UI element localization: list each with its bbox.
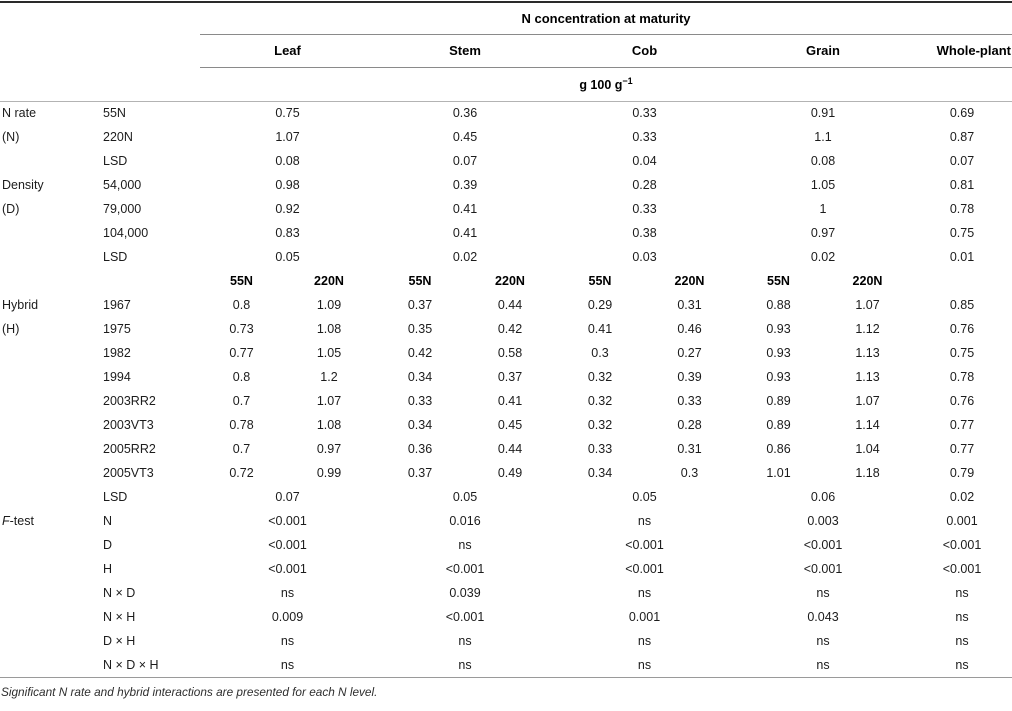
row-label: N × D — [103, 586, 136, 600]
cell-value: ns — [912, 653, 1012, 677]
row-label: LSD — [103, 250, 128, 264]
row-group-label — [0, 413, 103, 437]
row-group-label — [0, 581, 103, 605]
cell-value: 0.08 — [810, 154, 836, 168]
cell-value: ns — [458, 634, 472, 648]
row-group-label — [0, 629, 103, 653]
cell-value: 0.33 — [632, 130, 657, 144]
table-row — [0, 221, 1012, 245]
row-group-label: N rate — [2, 106, 37, 121]
cell-value: 1.07 — [855, 298, 880, 312]
cell-value: 0.78 — [949, 370, 975, 384]
cell-value: <0.001 — [268, 514, 307, 528]
cell-value: 1.08 — [316, 322, 342, 336]
cell-value: 0.04 — [632, 154, 657, 168]
group-header-spacer — [0, 34, 200, 67]
cell-value: <0.001 — [942, 538, 982, 552]
n-concentration-table — [0, 1, 1012, 678]
cell-value: 0.75 — [275, 106, 300, 121]
cell-value: 1.1 — [814, 130, 832, 144]
cell-value: 0.72 — [229, 466, 254, 480]
cell-value: 1 — [819, 202, 827, 216]
cell-value: <0.001 — [625, 562, 664, 576]
cell-value: 0.76 — [949, 322, 975, 336]
cell-value: 0.81 — [949, 178, 975, 192]
cell-value: 0.33 — [407, 394, 433, 408]
table-row — [0, 557, 1012, 581]
units-spacer — [0, 67, 200, 101]
table-row — [0, 173, 1012, 197]
row-label: D × H — [103, 634, 136, 648]
cell-value: 0.05 — [275, 250, 300, 264]
cell-value: 0.02 — [949, 490, 975, 504]
cell-value: ns — [637, 586, 652, 600]
cell-value: ns — [955, 586, 969, 600]
table-row — [0, 149, 1012, 173]
cell-value: ns — [955, 610, 969, 624]
cell-value: 0.45 — [497, 418, 523, 432]
row-group-label: Hybrid — [2, 298, 39, 312]
cell-value: ns — [955, 634, 969, 648]
sub-column-header: 55N — [408, 274, 432, 288]
cell-value: 1.13 — [855, 370, 880, 384]
sub-column-header: 55N — [230, 274, 253, 288]
cell-value: ns — [637, 514, 652, 528]
cell-value: 0.3 — [680, 466, 699, 480]
cell-value: ns — [734, 653, 912, 677]
row-group-label — [0, 605, 103, 629]
cell-value: 0.36 — [407, 442, 433, 456]
table-row — [0, 413, 1012, 437]
cell-value: 0.31 — [677, 298, 702, 312]
cell-value: 0.34 — [587, 466, 613, 480]
cell-value: 0.07 — [452, 154, 478, 168]
row-group-label: (H) — [2, 322, 20, 336]
row-group-label — [0, 437, 103, 461]
row-group-label: (N) — [2, 130, 20, 144]
row-label: 54,000 — [103, 178, 142, 192]
cell-value: 1.04 — [855, 442, 880, 456]
cell-value: 0.003 — [807, 514, 839, 528]
row-group-label — [0, 653, 103, 677]
table-row — [0, 461, 1012, 485]
table-footnote: Significant N rate and hybrid interactions are presented for each N level. — [1, 684, 378, 699]
row-group-label — [0, 533, 103, 557]
cell-value: 0.36 — [452, 106, 478, 121]
table-group-header-row — [0, 34, 1012, 67]
units-exponent: −1 — [622, 75, 633, 86]
row-group-label — [0, 485, 103, 509]
cell-value: 0.02 — [452, 250, 478, 264]
cell-value: 1.13 — [855, 346, 880, 360]
table-body — [0, 101, 1012, 677]
table-row — [0, 629, 1012, 653]
sub-column-header: 220N — [674, 274, 705, 288]
table-row — [0, 317, 1012, 341]
cell-value: 0.31 — [677, 442, 702, 456]
cell-value: 0.27 — [677, 346, 702, 360]
sub-column-header: 220N — [852, 274, 883, 288]
cell-value: 0.89 — [766, 418, 791, 432]
cell-value: ns — [637, 634, 652, 648]
cell-value: 0.02 — [810, 250, 836, 264]
cell-value: 0.08 — [275, 154, 300, 168]
cell-value: 0.01 — [949, 250, 975, 264]
table-row — [0, 509, 1012, 533]
table-row — [0, 197, 1012, 221]
row-group-label — [0, 149, 103, 173]
cell-value: 0.83 — [275, 226, 300, 240]
row-label: 55N — [103, 106, 126, 121]
cell-value: <0.001 — [445, 610, 485, 624]
row-group-label — [0, 341, 103, 365]
cell-value: 0.87 — [949, 130, 975, 144]
cell-value: 0.41 — [587, 322, 613, 336]
cell-value: 0.89 — [766, 394, 791, 408]
row-label: N — [103, 514, 113, 528]
cell-value: <0.001 — [445, 562, 485, 576]
cell-value: 0.42 — [407, 346, 433, 360]
row-group-label: F-test — [2, 514, 34, 528]
table-row — [0, 341, 1012, 365]
column-header-whole-plant: Whole-plant — [912, 34, 1012, 67]
row-group-label: Density — [2, 178, 44, 192]
cell-value: 0.043 — [807, 610, 839, 624]
cell-value: 0.28 — [632, 178, 657, 192]
row-label: 1967 — [103, 298, 131, 312]
cell-value: 0.05 — [632, 490, 657, 504]
row-group-label — [0, 461, 103, 485]
cell-value: 0.79 — [949, 466, 975, 480]
cell-value: 0.41 — [452, 202, 478, 216]
cell-value: 0.34 — [407, 418, 433, 432]
cell-value: 0.97 — [810, 226, 836, 240]
units-base: g 100 g — [579, 78, 623, 93]
cell-value: ns — [375, 653, 555, 677]
cell-value: ns — [280, 634, 295, 648]
row-label: LSD — [103, 154, 128, 168]
table-row — [0, 293, 1012, 317]
cell-value: 0.33 — [587, 442, 613, 456]
cell-value: 0.46 — [677, 322, 702, 336]
cell-value: 1.07 — [316, 394, 342, 408]
cell-value: 0.44 — [497, 442, 523, 456]
sub-column-header — [912, 269, 1012, 293]
row-group-label — [0, 269, 103, 293]
row-label: 1975 — [103, 322, 131, 336]
sub-column-header: 220N — [495, 274, 525, 288]
row-group-label — [0, 557, 103, 581]
cell-value: 0.3 — [591, 346, 609, 360]
cell-value: 0.001 — [628, 610, 661, 624]
cell-value: 0.73 — [229, 322, 254, 336]
cell-value: 0.37 — [497, 370, 523, 384]
table-row — [0, 269, 1012, 293]
row-label: 2003VT3 — [103, 418, 154, 432]
cell-value: 0.32 — [587, 418, 613, 432]
cell-value: 0.05 — [452, 490, 478, 504]
cell-value: 0.93 — [766, 346, 791, 360]
row-group-label — [0, 389, 103, 413]
cell-value: 0.49 — [497, 466, 523, 480]
column-header-leaf: Leaf — [200, 34, 375, 67]
cell-value: 0.39 — [452, 178, 478, 192]
cell-value: 0.07 — [275, 490, 300, 504]
row-label: N × H — [103, 610, 136, 624]
cell-value: 0.77 — [949, 442, 975, 456]
row-label: 2005RR2 — [103, 442, 156, 456]
cell-value: 0.37 — [407, 466, 433, 480]
cell-value: 1.07 — [855, 394, 880, 408]
table-row — [0, 653, 1012, 677]
table-row — [0, 605, 1012, 629]
cell-value: 0.03 — [632, 250, 657, 264]
cell-value: 0.016 — [449, 514, 481, 528]
table-row — [0, 389, 1012, 413]
sub-column-header: 55N — [588, 274, 612, 288]
cell-value: ns — [458, 538, 472, 552]
cell-value: <0.001 — [268, 562, 307, 576]
cell-value: 0.77 — [229, 346, 254, 360]
column-header-stem: Stem — [375, 34, 555, 67]
row-label: 79,000 — [103, 202, 142, 216]
cell-value: 0.33 — [677, 394, 702, 408]
cell-value: 0.32 — [587, 394, 613, 408]
row-group-label: (D) — [2, 202, 20, 216]
cell-value: <0.001 — [625, 538, 664, 552]
row-label: 220N — [103, 130, 133, 144]
cell-value: 0.33 — [632, 106, 657, 121]
cell-value: <0.001 — [803, 562, 843, 576]
row-label: H — [103, 562, 113, 576]
cell-value: 0.44 — [497, 298, 523, 312]
cell-value: 0.45 — [452, 130, 478, 144]
cell-value: 0.75 — [949, 226, 975, 240]
cell-value: 1.05 — [316, 346, 342, 360]
table-row — [0, 437, 1012, 461]
cell-value: ns — [200, 653, 375, 677]
cell-value: 0.8 — [232, 370, 251, 384]
table-row — [0, 533, 1012, 557]
cell-value: 0.93 — [766, 370, 791, 384]
cell-value: <0.001 — [942, 562, 982, 576]
table-row — [0, 125, 1012, 149]
cell-value: 0.41 — [452, 226, 478, 240]
cell-value: 0.06 — [810, 490, 836, 504]
cell-value: 1.12 — [855, 322, 880, 336]
cell-value: 0.35 — [407, 322, 433, 336]
cell-value: 0.41 — [497, 394, 523, 408]
cell-value: ns — [816, 634, 830, 648]
table-row — [0, 101, 1012, 125]
cell-value: 0.37 — [407, 298, 433, 312]
table-spanner-row — [0, 2, 1012, 34]
column-header-cob: Cob — [555, 34, 734, 67]
cell-value: 1.05 — [810, 178, 836, 192]
cell-value: 0.86 — [766, 442, 791, 456]
row-label: 1994 — [103, 370, 131, 384]
spanner-spacer — [0, 2, 200, 34]
cell-value: 0.92 — [275, 202, 300, 216]
cell-value: 1.08 — [316, 418, 342, 432]
table-row — [0, 245, 1012, 269]
cell-value: 0.93 — [766, 322, 791, 336]
sub-column-header: 220N — [314, 274, 344, 288]
row-group-label — [0, 245, 103, 269]
column-header-grain: Grain — [734, 34, 912, 67]
cell-value: ns — [280, 586, 295, 600]
row-group-label — [0, 365, 103, 389]
units-label — [200, 67, 1012, 101]
cell-value: 1.14 — [855, 418, 880, 432]
cell-value: 0.38 — [632, 226, 657, 240]
sub-column-header: 55N — [767, 274, 790, 288]
row-label: 104,000 — [103, 226, 149, 240]
cell-value: <0.001 — [268, 538, 307, 552]
row-label: 2005VT3 — [103, 466, 154, 480]
table-row — [0, 365, 1012, 389]
table-title: N concentration at maturity — [200, 2, 1012, 34]
cell-value: 0.91 — [810, 106, 836, 121]
cell-value: 0.78 — [949, 202, 975, 216]
cell-value: 0.28 — [677, 418, 702, 432]
cell-value: 0.69 — [949, 106, 975, 121]
cell-value: 0.42 — [497, 322, 523, 336]
cell-value: 0.78 — [229, 418, 254, 432]
cell-value: ns — [555, 653, 734, 677]
cell-value: 0.39 — [677, 370, 702, 384]
cell-value: 0.77 — [949, 418, 975, 432]
cell-value: 0.29 — [587, 298, 613, 312]
table-row — [0, 581, 1012, 605]
cell-value: 1.18 — [855, 466, 880, 480]
cell-value: 0.8 — [232, 298, 251, 312]
row-label: N × D × H — [103, 653, 200, 677]
row-label: 2003RR2 — [103, 394, 156, 408]
cell-value: 1.01 — [766, 466, 791, 480]
table-row — [0, 485, 1012, 509]
cell-value: 1.07 — [275, 130, 300, 144]
cell-value: 0.34 — [407, 370, 433, 384]
cell-value: 0.58 — [497, 346, 523, 360]
cell-value: 0.33 — [632, 202, 657, 216]
cell-value: 0.76 — [949, 394, 975, 408]
cell-value: 0.97 — [316, 442, 342, 456]
row-label — [103, 269, 200, 293]
cell-value: 1.09 — [316, 298, 342, 312]
cell-value: 0.039 — [449, 586, 481, 600]
cell-value: 0.98 — [275, 178, 300, 192]
cell-value: 0.7 — [232, 394, 251, 408]
cell-value: 0.009 — [271, 610, 304, 624]
cell-value: 0.88 — [766, 298, 791, 312]
cell-value: 0.85 — [949, 298, 975, 312]
cell-value: 0.32 — [587, 370, 613, 384]
cell-value: 1.2 — [320, 370, 338, 384]
cell-value: 0.7 — [232, 442, 251, 456]
row-label: D — [103, 538, 113, 552]
cell-value: 0.75 — [949, 346, 975, 360]
cell-value: ns — [816, 586, 830, 600]
cell-value: 0.07 — [949, 154, 975, 168]
cell-value: 0.001 — [946, 514, 978, 528]
cell-value: 0.99 — [316, 466, 342, 480]
row-label: 1982 — [103, 346, 131, 360]
row-group-label — [0, 221, 103, 245]
table-units-row — [0, 67, 1012, 101]
cell-value: <0.001 — [803, 538, 843, 552]
row-label: LSD — [103, 490, 128, 504]
